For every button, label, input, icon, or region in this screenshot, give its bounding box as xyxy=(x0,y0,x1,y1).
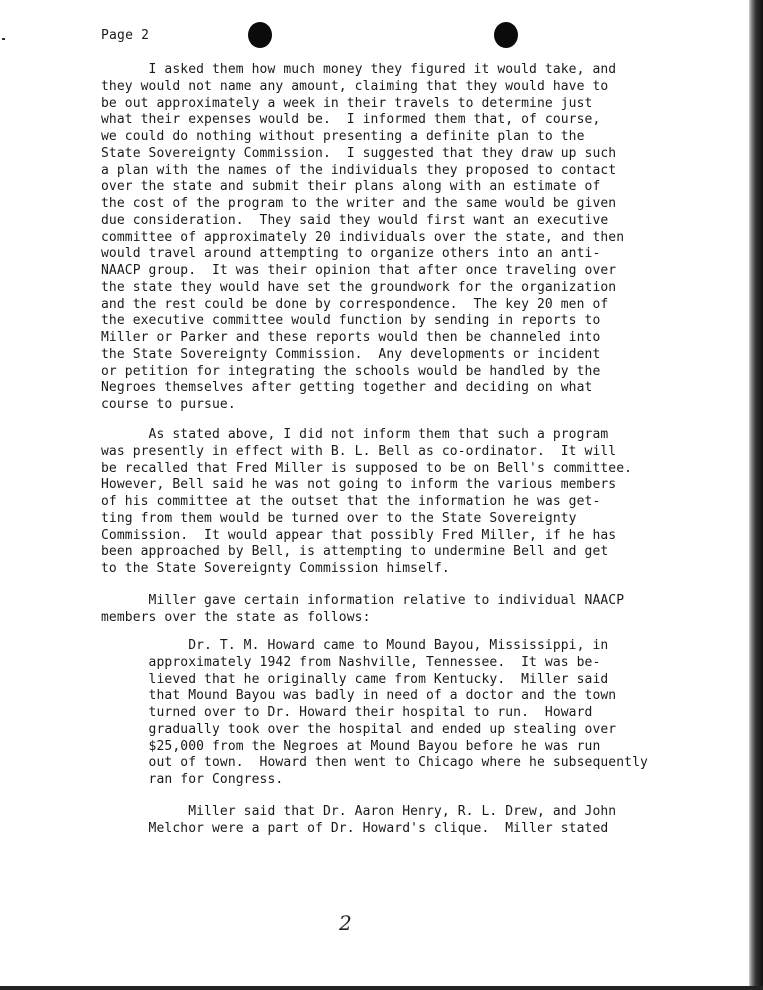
text-line: lieved that he originally came from Kentucky. Miller said xyxy=(101,671,609,687)
text-line: out of town. Howard then went to Chicago where he subsequently xyxy=(101,755,648,771)
scan-edge-bottom xyxy=(0,986,763,990)
text-line: gradually took over the hospital and ended up stealing over xyxy=(101,721,617,737)
paragraph-5-indented xyxy=(101,804,616,838)
text-line: Negroes themselves after getting together and deciding on what xyxy=(101,380,593,396)
text-line: ting from them would be turned over to the State Sovereignty xyxy=(101,510,577,526)
text-line: that Mound Bayou was badly in need of a doctor and the town xyxy=(101,688,617,704)
text-line: the executive committee would function by sending in reports to xyxy=(101,313,601,329)
text-line: to the State Sovereignty Commission himself. xyxy=(101,561,450,576)
handwritten-page-number: 2 xyxy=(339,911,352,935)
text-line: of his committee at the outset that the information he was get- xyxy=(101,494,601,509)
paragraph-1 xyxy=(101,62,624,414)
text-line: the state they would have set the groundwork for the organization xyxy=(101,279,617,295)
text-line: they would not name any amount, claiming that they would have to xyxy=(101,78,609,94)
punch-hole-left xyxy=(248,22,272,48)
text-line: State Sovereignty Commission. I suggested that they draw up such xyxy=(101,145,617,161)
text-line: Melchor were a part of Dr. Howard's clique. Miller stated xyxy=(101,820,609,836)
scan-speck xyxy=(2,38,5,40)
page-label: Page 2 xyxy=(101,28,150,43)
text-line: members over the state as follows: xyxy=(101,609,371,625)
text-line: be recalled that Fred Miller is supposed to be on Bell's committee. xyxy=(101,460,633,476)
text-line: be out approximately a week in their travels to determine just xyxy=(101,95,593,111)
paragraph-2 xyxy=(101,427,632,578)
text-line: However, Bell said he was not going to inform the various members xyxy=(101,477,617,493)
scan-edge-right xyxy=(749,0,763,990)
text-line: was presently in effect with B. L. Bell as co-ordinator. It will xyxy=(101,443,617,459)
text-line: due consideration. They said they would first want an executive xyxy=(101,212,609,228)
text-line: committee of approximately 20 individuals over the state, and then xyxy=(101,229,625,245)
text-line: and the rest could be done by correspondence. The key 20 men of xyxy=(101,296,609,312)
text-line: Miller or Parker and these reports would then be channeled into xyxy=(101,330,601,345)
text-line: a plan with the names of the individuals they proposed to contact xyxy=(101,162,617,178)
text-line: NAACP group. It was their opinion that after once traveling over xyxy=(101,263,617,278)
text-line: approximately 1942 from Nashville, Tennessee. It was be- xyxy=(101,654,601,670)
text-line: or petition for integrating the schools would be handled by the xyxy=(101,363,601,379)
paragraph-3 xyxy=(101,593,624,627)
text-line: Dr. T. M. Howard came to Mound Bayou, Mississippi, in xyxy=(101,638,609,653)
text-line: Miller gave certain information relative to individual NAACP xyxy=(101,593,625,608)
text-line: turned over to Dr. Howard their hospital to run. Howard xyxy=(101,705,593,720)
text-line: Commission. It would appear that possibly Fred Miller, if he has xyxy=(101,527,617,543)
text-line: $25,000 from the Negroes at Mound Bayou before he was run xyxy=(101,738,601,754)
text-line: As stated above, I did not inform them that such a program xyxy=(101,427,609,442)
punch-hole-right xyxy=(494,22,518,48)
paragraph-4-indented xyxy=(101,638,648,789)
text-line: over the state and submit their plans along with an estimate of xyxy=(101,179,601,195)
text-line: I asked them how much money they figured it would take, and xyxy=(101,62,617,77)
text-line: been approached by Bell, is attempting to undermine Bell and get xyxy=(101,544,609,560)
text-line: what their expenses would be. I informed them that, of course, xyxy=(101,112,601,128)
text-line: course to pursue. xyxy=(101,397,236,412)
text-line: we could do nothing without presenting a definite plan to the xyxy=(101,129,585,144)
text-line: Miller said that Dr. Aaron Henry, R. L. Drew, and John xyxy=(101,804,617,819)
text-line: ran for Congress. xyxy=(101,772,284,787)
text-line: would travel around attempting to organize others into an anti- xyxy=(101,246,601,262)
text-line: the State Sovereignty Commission. Any developments or incident xyxy=(101,346,601,362)
text-line: the cost of the program to the writer and the same would be given xyxy=(101,196,617,211)
